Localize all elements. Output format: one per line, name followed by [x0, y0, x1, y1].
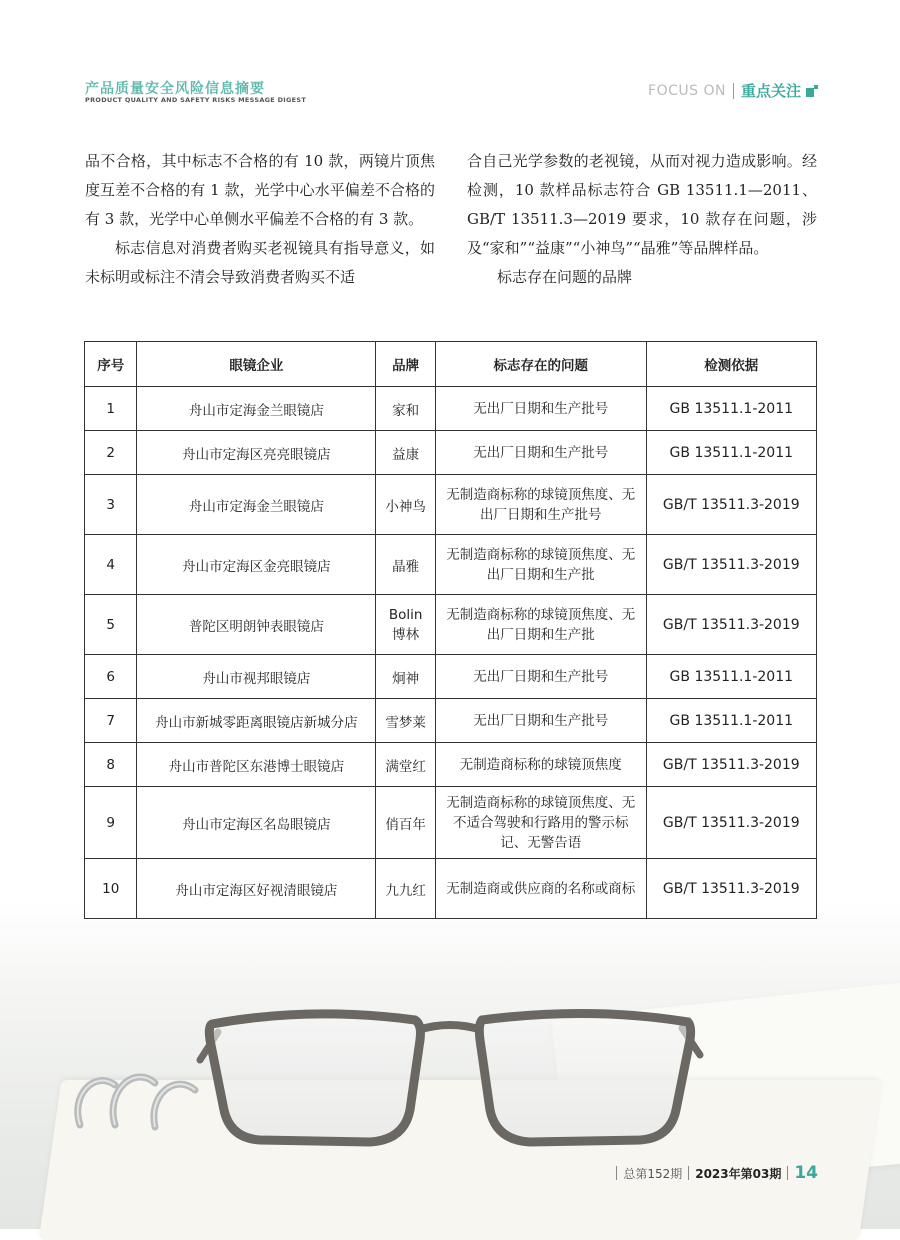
cell-standard: GB 13511.1-2011	[646, 387, 816, 431]
cell-standard: GB/T 13511.3-2019	[646, 475, 816, 535]
header-standard: 检测依据	[646, 342, 816, 387]
section-title: 重点关注	[740, 82, 801, 100]
cell-issue: 无制造商标称的球镜顶焦度、无不适合驾驶和行路用的警示标记、无警告语	[435, 787, 646, 859]
cell-company: 舟山市视邦眼镜店	[137, 655, 376, 699]
cell-company: 舟山市定海区亮亮眼镜店	[137, 431, 376, 475]
binder-rings-image	[60, 1055, 210, 1145]
cell-no: 1	[85, 387, 137, 431]
cell-standard: GB/T 13511.3-2019	[646, 859, 816, 919]
cell-issue: 无制造商标称的球镜顶焦度、无出厂日期和生产批	[435, 595, 646, 655]
cell-brand: 小神鸟	[376, 475, 435, 535]
header-divider	[733, 83, 734, 99]
table-caption: 标志存在问题的品牌	[497, 268, 633, 286]
table-row	[85, 655, 817, 699]
table-row	[85, 743, 817, 787]
cell-issue: 无出厂日期和生产批号	[435, 655, 646, 699]
header-no: 序号	[85, 342, 137, 387]
header-issue: 标志存在的问题	[435, 342, 646, 387]
table-row	[85, 475, 817, 535]
brand-issues-table	[84, 341, 817, 919]
magazine-subtitle: PRODUCT QUALITY AND SAFETY RISKS MESSAGE DIGEST	[85, 96, 307, 104]
cell-company: 舟山市新城零距离眼镜店新城分店	[137, 699, 376, 743]
cell-issue: 无制造商标称的球镜顶焦度、无出厂日期和生产批	[435, 535, 646, 595]
table-row	[85, 595, 817, 655]
cell-issue: 无制造商标称的球镜顶焦度	[435, 743, 646, 787]
cell-company: 普陀区明朗钟表眼镜店	[137, 595, 376, 655]
cell-no: 4	[85, 535, 137, 595]
cell-standard: GB/T 13511.3-2019	[646, 743, 816, 787]
cell-company: 舟山市定海区名岛眼镜店	[137, 787, 376, 859]
header-brand: 品牌	[376, 342, 435, 387]
section-header	[648, 80, 818, 101]
text-column-right	[467, 147, 817, 292]
table-row	[85, 787, 817, 859]
table-row	[85, 859, 817, 919]
cell-standard: GB 13511.1-2011	[646, 699, 816, 743]
cell-issue: 无出厂日期和生产批号	[435, 431, 646, 475]
cell-brand: 益康	[376, 431, 435, 475]
magazine-title: 产品质量安全风险信息摘要	[85, 81, 265, 97]
cell-brand: 满堂红	[376, 743, 435, 787]
total-issue-number: 总第152期	[623, 1166, 683, 1181]
cell-company: 舟山市定海区金亮眼镜店	[137, 535, 376, 595]
cell-brand: 炯神	[376, 655, 435, 699]
paragraph: 品不合格，其中标志不合格的有 10 款，两镜片顶焦度互差不合格的有 1 款，光学中心水平偏差不合格的有 3 款，光学中心单侧水平偏差不合格的有 3 款。	[85, 152, 435, 228]
cell-issue: 无出厂日期和生产批号	[435, 699, 646, 743]
cell-standard: GB/T 13511.3-2019	[646, 535, 816, 595]
cell-no: 9	[85, 787, 137, 859]
cell-brand: 晶雅	[376, 535, 435, 595]
table-row	[85, 535, 817, 595]
header-company: 眼镜企业	[137, 342, 376, 387]
page-number: 14	[794, 1163, 818, 1183]
cell-company: 舟山市普陀区东港博士眼镜店	[137, 743, 376, 787]
cell-company: 舟山市定海金兰眼镜店	[137, 387, 376, 431]
cell-no: 5	[85, 595, 137, 655]
cell-standard: GB 13511.1-2011	[646, 431, 816, 475]
footer-divider	[616, 1166, 617, 1180]
cell-no: 3	[85, 475, 137, 535]
cell-standard: GB/T 13511.3-2019	[646, 787, 816, 859]
cell-brand: 九九红	[376, 859, 435, 919]
footer-divider	[787, 1166, 788, 1180]
page-footer	[610, 1163, 818, 1183]
paragraph: 合自己光学参数的老视镜，从而对视力造成影响。经检测，10 款样品标志符合 GB 13511.1—2011、GB/T 13511.3—2019 要求，10 款存在问题，涉及“家和”“益康”“小神鸟”“晶雅”等品牌样品。	[467, 152, 817, 257]
cell-brand: 家和	[376, 387, 435, 431]
cell-no: 10	[85, 859, 137, 919]
cell-no: 7	[85, 699, 137, 743]
cell-issue: 无制造商标称的球镜顶焦度、无出厂日期和生产批号	[435, 475, 646, 535]
focus-on-label: FOCUS ON	[648, 82, 726, 99]
table-row	[85, 431, 817, 475]
text-column-left	[85, 147, 435, 292]
section-mark-icon	[806, 85, 818, 97]
cell-brand: 俏百年	[376, 787, 435, 859]
cell-brand: Bolin 博林	[376, 595, 435, 655]
footer-divider	[688, 1166, 689, 1180]
cell-no: 2	[85, 431, 137, 475]
cell-company: 舟山市定海区好视清眼镜店	[137, 859, 376, 919]
cell-issue: 无制造商或供应商的名称或商标	[435, 859, 646, 919]
cell-issue: 无出厂日期和生产批号	[435, 387, 646, 431]
table-row	[85, 699, 817, 743]
paragraph: 标志信息对消费者购买老视镜具有指导意义，如未标明或标注不清会导致消费者购买不适	[85, 239, 435, 286]
table-row	[85, 387, 817, 431]
cell-no: 8	[85, 743, 137, 787]
cell-no: 6	[85, 655, 137, 699]
cell-standard: GB 13511.1-2011	[646, 655, 816, 699]
cell-standard: GB/T 13511.3-2019	[646, 595, 816, 655]
cell-company: 舟山市定海金兰眼镜店	[137, 475, 376, 535]
cell-brand: 雪梦莱	[376, 699, 435, 743]
glasses-image	[190, 1000, 710, 1160]
table-header-row	[85, 342, 817, 387]
year-issue-number: 2023年第03期	[695, 1166, 782, 1181]
